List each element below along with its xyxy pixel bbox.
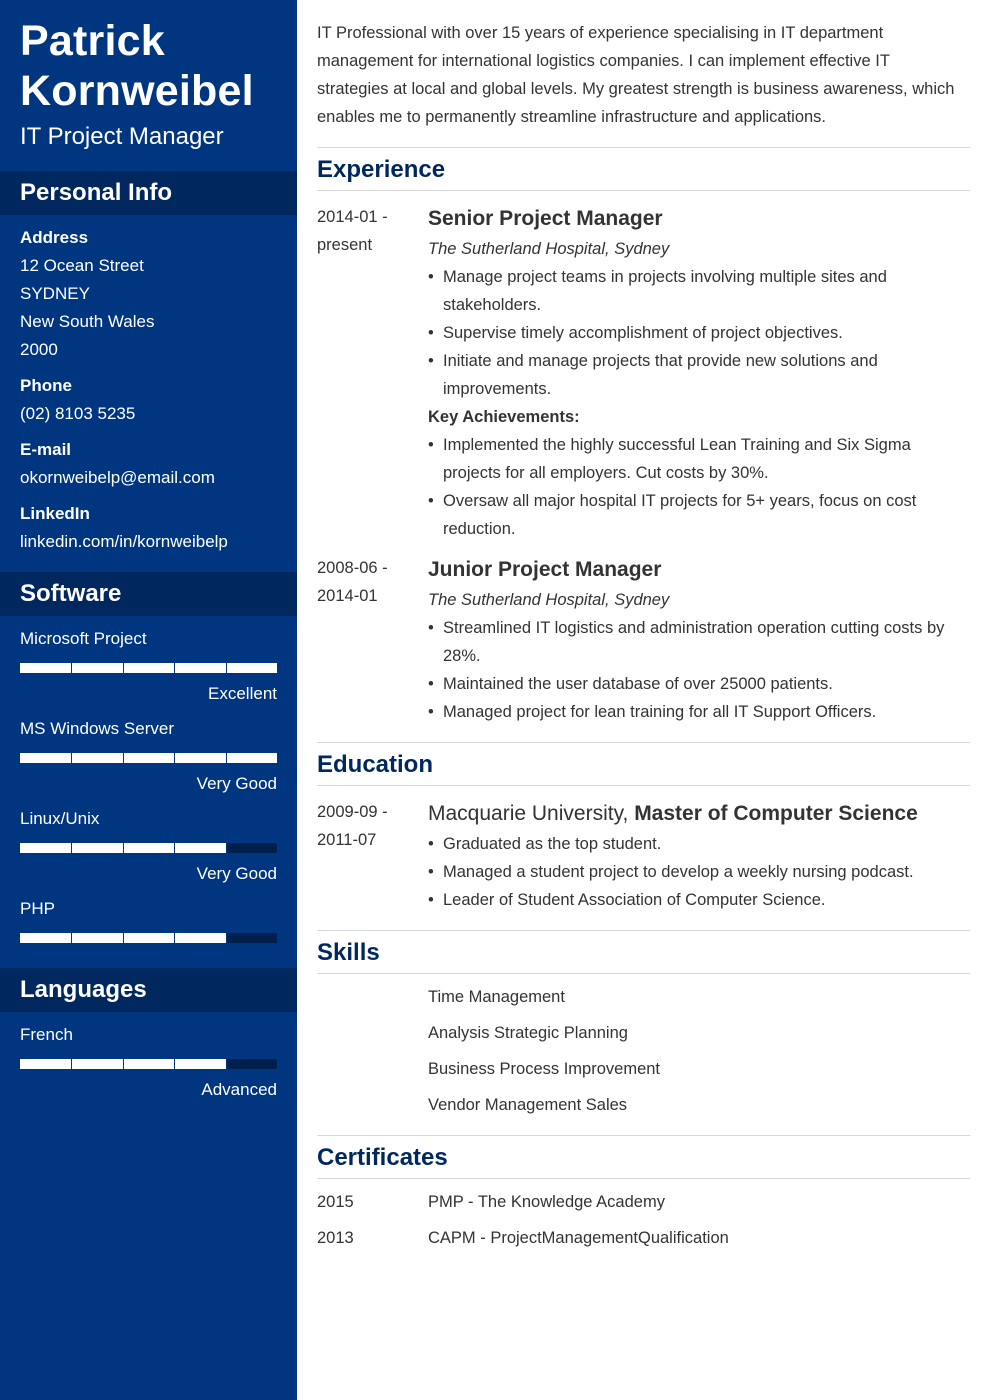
software-level: Excellent — [208, 684, 277, 703]
rating-fill — [20, 753, 277, 763]
skill-item: Time Management — [428, 988, 565, 1006]
divider — [317, 785, 970, 786]
divider — [317, 973, 970, 974]
software-rating-bar — [20, 753, 277, 763]
education-details — [428, 830, 968, 914]
certificate-name: CAPM - ProjectManagementQualification — [428, 1229, 729, 1247]
job-duties — [428, 263, 968, 403]
first-name: Patrick — [20, 17, 165, 65]
bar-segment-divider — [174, 933, 175, 943]
skill-item: Business Process Improvement — [428, 1060, 661, 1078]
school-name: Macquarie University, — [428, 802, 629, 825]
language-name: French — [20, 1025, 73, 1044]
list-item: • Streamlined IT logistics and administration operation cutting costs by 28%. — [428, 614, 968, 670]
bar-segment-divider — [71, 663, 72, 673]
address-line: New South Wales — [20, 312, 155, 331]
language-level: Advanced — [201, 1080, 277, 1099]
job-title: Junior Project Manager — [428, 558, 662, 581]
job-date-start: 2014-01 - — [317, 208, 388, 226]
address-line: SYDNEY — [20, 284, 90, 303]
bar-segment-divider — [174, 663, 175, 673]
bar-segment-divider — [123, 843, 124, 853]
list-item: • Oversaw all major hospital IT projects for 5+ years, focus on cost reduction. — [428, 487, 968, 543]
profile-summary: IT Professional with over 15 years of experience specialising in IT department management for international logistics companies. I can implement effective IT strategies at local and global levels. My greatest strength is business awareness, which enables me to permanently streamline infrastructure and applications. — [317, 24, 955, 126]
bar-segment-divider — [123, 663, 124, 673]
bar-segment-divider — [123, 1059, 124, 1069]
skills-heading: Skills — [317, 939, 380, 966]
software-name: PHP — [20, 899, 55, 918]
bar-segment-divider — [123, 753, 124, 763]
email-label: E-mail — [20, 440, 72, 459]
last-name: Kornweibel — [20, 67, 254, 115]
bar-segment-divider — [174, 1059, 175, 1069]
bar-segment-divider — [71, 843, 72, 853]
certificate-year: 2015 — [317, 1193, 354, 1211]
list-item: • Graduated as the top student. — [428, 830, 968, 858]
linkedin-value[interactable]: linkedin.com/in/kornweibelp — [20, 532, 228, 551]
job-title: Senior Project Manager — [428, 207, 663, 230]
software-name: Linux/Unix — [20, 809, 100, 828]
certificate-name: PMP - The Knowledge Academy — [428, 1193, 665, 1211]
bar-segment-divider — [226, 933, 227, 943]
divider — [317, 1135, 970, 1136]
bar-segment-divider — [226, 663, 227, 673]
education-heading: Education — [317, 751, 434, 778]
linkedin-label: LinkedIn — [20, 504, 90, 523]
address-label: Address — [20, 228, 89, 247]
software-heading: Software — [0, 572, 297, 616]
divider — [317, 930, 970, 931]
divider — [317, 147, 970, 148]
divider — [317, 1178, 970, 1179]
list-item: • Implemented the highly successful Lean Training and Six Sigma projects for all employers. Cut costs by 30%. — [428, 431, 968, 487]
job-title: IT Project Manager — [20, 123, 224, 150]
bar-segment-divider — [226, 753, 227, 763]
skill-item: Vendor Management Sales — [428, 1096, 628, 1114]
employer: The Sutherland Hospital, Sydney — [428, 240, 670, 258]
education-date-start: 2009-09 - — [317, 803, 388, 821]
software-level: Very Good — [196, 864, 277, 883]
employer: The Sutherland Hospital, Sydney — [428, 591, 670, 609]
list-item: • Leader of Student Association of Computer Science. — [428, 886, 968, 914]
software-name: MS Windows Server — [20, 719, 174, 738]
certificates-heading: Certificates — [317, 1144, 448, 1171]
software-level: Very Good — [196, 774, 277, 793]
address-line: 2000 — [20, 340, 58, 359]
degree-name: Master of Computer Science — [634, 802, 918, 825]
divider — [317, 742, 970, 743]
candidate-name — [20, 16, 254, 116]
rating-fill — [20, 663, 277, 673]
certificate-year: 2013 — [317, 1229, 354, 1247]
skill-item: Analysis Strategic Planning — [428, 1024, 628, 1042]
bar-segment-divider — [71, 1059, 72, 1069]
phone-label: Phone — [20, 376, 72, 395]
language-rating-bar — [20, 1059, 277, 1069]
bar-segment-divider — [226, 1059, 227, 1069]
personal-info-heading: Personal Info — [0, 171, 297, 215]
bar-segment-divider — [71, 753, 72, 763]
bar-segment-divider — [71, 933, 72, 943]
sidebar — [0, 0, 297, 1400]
job-date-start: 2008-06 - — [317, 559, 388, 577]
job-date-end: present — [317, 236, 373, 254]
phone-value[interactable]: (02) 8103 5235 — [20, 404, 136, 423]
list-item: • Managed project for lean training for all IT Support Officers. — [428, 698, 968, 726]
job-duties — [428, 614, 968, 726]
divider — [317, 190, 970, 191]
bar-segment-divider — [174, 843, 175, 853]
software-name: Microsoft Project — [20, 629, 147, 648]
job-date-end: 2014-01 — [317, 587, 378, 605]
bar-segment-divider — [226, 843, 227, 853]
list-item: • Initiate and manage projects that provide new solutions and improvements. — [428, 347, 968, 403]
list-item: • Maintained the user database of over 25000 patients. — [428, 670, 968, 698]
bar-segment-divider — [174, 753, 175, 763]
software-rating-bar — [20, 933, 277, 943]
job-achievements — [428, 431, 968, 543]
email-value[interactable]: okornweibelp@email.com — [20, 468, 215, 487]
list-item: • Manage project teams in projects involving multiple sites and stakeholders. — [428, 263, 968, 319]
experience-heading: Experience — [317, 156, 446, 183]
software-rating-bar — [20, 663, 277, 673]
list-item: • Supervise timely accomplishment of project objectives. — [428, 319, 968, 347]
key-achievements-label: Key Achievements: — [428, 408, 580, 426]
languages-heading: Languages — [0, 968, 297, 1012]
education-title — [428, 800, 918, 828]
education-date-end: 2011-07 — [317, 831, 377, 849]
list-item: • Managed a student project to develop a weekly nursing podcast. — [428, 858, 968, 886]
address-line: 12 Ocean Street — [20, 256, 144, 275]
bar-segment-divider — [123, 933, 124, 943]
software-rating-bar — [20, 843, 277, 853]
